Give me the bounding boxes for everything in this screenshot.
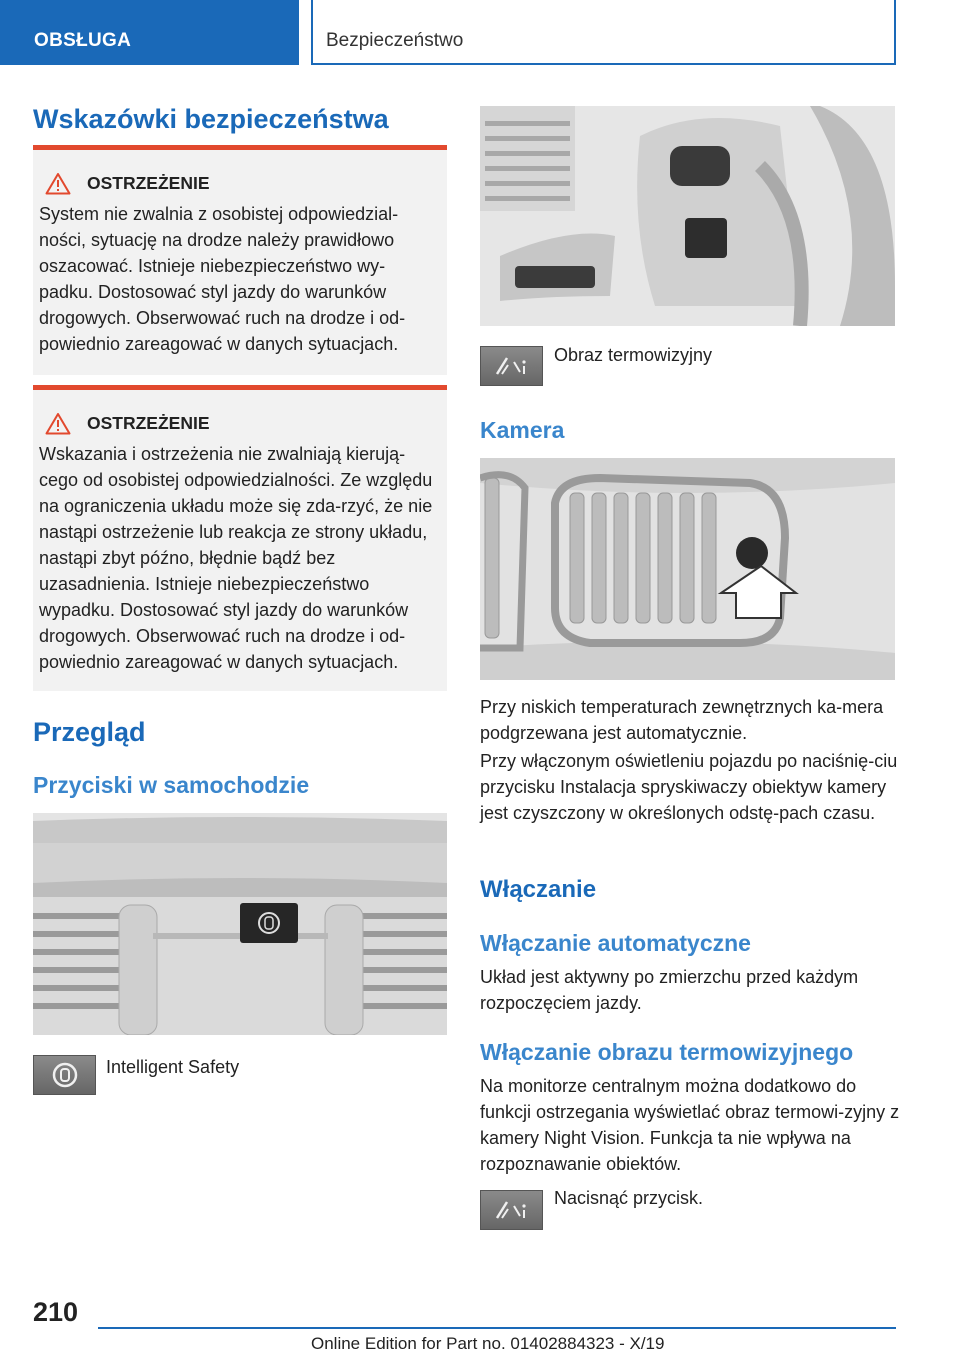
camera-grille-photo [480, 458, 895, 680]
section-label: OBSŁUGA [34, 30, 132, 51]
warning-title: OSTRZEŻENIE [87, 173, 210, 193]
warning-title: OSTRZEŻENIE [87, 413, 210, 433]
camera-heading: Kamera [480, 417, 565, 443]
page-title: Wskazówki bezpieczeństwa [33, 104, 389, 134]
warning-triangle-icon [45, 172, 71, 195]
warning-box-2 [33, 385, 447, 691]
camera-text-2: Przy włączonym oświetleniu pojazdu po naciśnię-ciu przycisku Instalacja spryskiwaczy obiektyw kamery jest czyszczony w określonych odstę-pach czasu. [480, 751, 898, 823]
camera-text-1: Przy niskich temperaturach zewnętrznych ka-mera podgrzewana jest automatycznie. [480, 697, 884, 743]
auto-switch-on-text: Układ jest aktywny po zmierzchu przed każdym rozpoczęciem jazdy. [480, 967, 859, 1013]
thermal-switch-on-text: Na monitorze centralnym można dodatkowo do funkcji ostrzegania wyświetlać obraz termowi-zyjny z kamery Night Vision. Funkcja ta nie wpływa na rozpoznawanie obiektów. [480, 1076, 900, 1174]
auto-switch-on-heading: Włączanie automatyczne [480, 930, 751, 956]
press-button-label: Nacisnąć przycisk. [554, 1188, 704, 1208]
thermal-switch-on-heading: Włączanie obrazu termowizyjnego [480, 1039, 854, 1065]
overview-heading: Przegląd [33, 717, 146, 747]
warning-triangle-icon [45, 412, 71, 435]
switch-on-heading: Włączanie [480, 876, 597, 903]
chapter-tab [311, 0, 896, 65]
warning-text: System nie zwalnia z osobistej odpowiedzial-ności, sytuację na drodze należy prawidłowo oszacować. Istnieje niebezpieczeństwo wy-padku. Dostosować styl jazdy do warunków drogowych. Obserwować ruch na drodze i od-powiednio zareagować w danych sytuacjach. [39, 204, 406, 354]
intelligent-safety-label: Intelligent Safety [106, 1057, 240, 1077]
thermal-image-button-icon-2 [480, 1190, 543, 1230]
steering-area-photo [480, 106, 895, 326]
section-tab [0, 0, 299, 65]
buttons-heading: Przyciski w samochodzie [33, 772, 310, 798]
thermal-camera-icon [494, 354, 530, 378]
dashboard-buttons-photo [33, 813, 447, 1035]
thermal-camera-icon [494, 1198, 530, 1222]
warning-box-1 [33, 145, 447, 375]
chapter-label: Bezpieczeństwo [326, 30, 464, 51]
intelligent-safety-button-icon [33, 1055, 96, 1095]
thermal-image-button-icon [480, 346, 543, 386]
edition-note: Online Edition for Part no. 01402884323 - X/19 [311, 1334, 665, 1353]
thermal-image-label: Obraz termowizyjny [554, 345, 713, 365]
footer-divider [98, 1327, 896, 1329]
page-number: 210 [33, 1297, 79, 1327]
warning-text: Wskazania i ostrzeżenia nie zwalniają kierują-cego od osobistej odpowiedzialności. Ze względu na ograniczenia układu może się zda-rzyć, że nie nastąpi ostrzeżenie lub reakcja ze strony układu, nastąpi zbyt późno, błędnie bądź bez uzasadnienia. Istnieje niebezpieczeństwo wypadku. Dostosować styl jazdy do warunków drogowych. Obserwować ruch na drodze i od-powiednio zareagować w danych sytuacjach. [39, 444, 433, 672]
intelligent-safety-icon [50, 1060, 80, 1090]
